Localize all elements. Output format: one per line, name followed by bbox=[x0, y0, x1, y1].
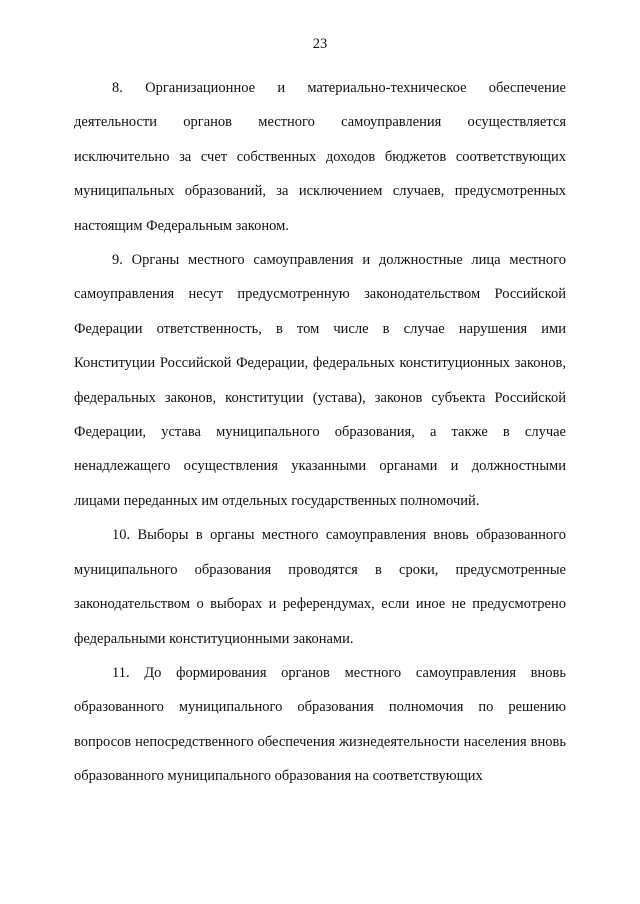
page-number: 23 bbox=[312, 36, 328, 52]
paragraph-11: 11. До формирования органов местного самоуправления вновь образованного муниципального образования полномочия по решению вопросов непосредственного обеспечения жизнедеятельности населения вновь образованного муниципального образования на соответствующих bbox=[74, 664, 566, 785]
paragraph-9: 9. Органы местного самоуправления и должностные лица местного самоуправления несут предусмотренную законодательством Российской Федерации ответственность, в том числе в случае нарушения ими Конституции Российской Федерации, федеральных конституционных законов, федеральных законов, конституции (устава), законов субъекта Российской Федерации, устава муниципального образования, а также в случае ненадлежащего осуществления указанными органами и должностными лицами переданных им отдельных государственных полномочий. bbox=[74, 252, 566, 509]
paragraph-8: 8. Организационное и материально-техническое обеспечение деятельности органов местного самоуправления осуществляется исключительно за счет собственных доходов бюджетов соответствующих муниципальных образований, за исключением случаев, предусмотренных настоящим Федеральным законом. bbox=[74, 80, 566, 234]
paragraph-10: 10. Выборы в органы местного самоуправления вновь образованного муниципального образования проводятся в сроки, предусмотренные законодательством о выборах и референдумах, если иное не предусмотрено федеральными конституционными законами. bbox=[74, 527, 566, 647]
document-body bbox=[74, 71, 566, 794]
